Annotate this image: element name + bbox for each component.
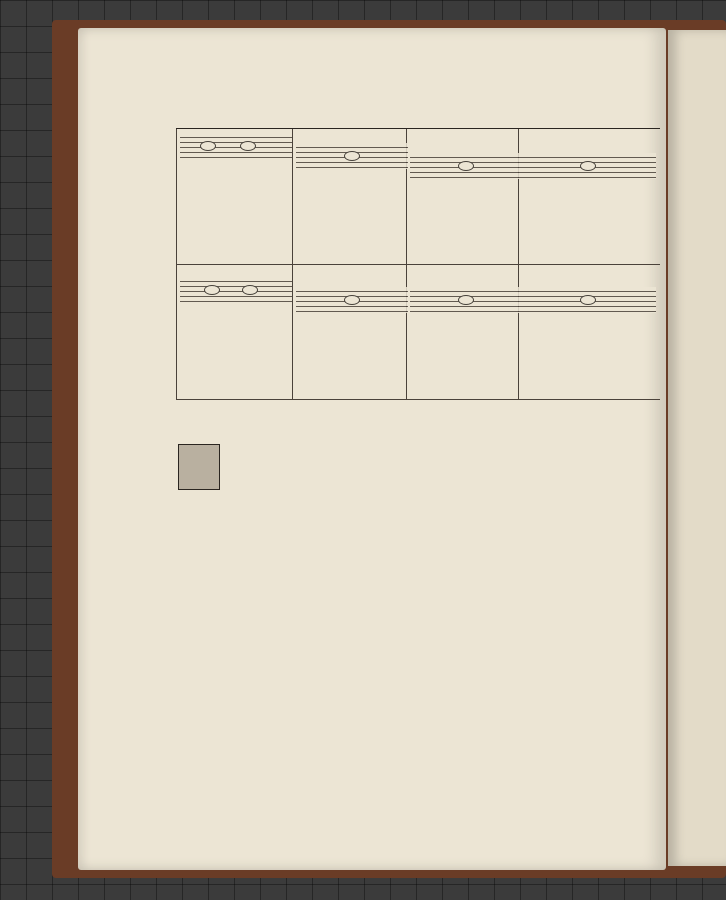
table-cell — [180, 275, 292, 306]
table-cell — [522, 151, 656, 182]
table-cell — [410, 151, 522, 182]
breve-note-icon — [458, 295, 474, 305]
breve-note-icon — [458, 161, 474, 171]
music-staff — [410, 153, 522, 179]
table-col-rule — [292, 129, 293, 399]
decorated-initial — [178, 444, 220, 490]
semibreve-note-icon — [580, 295, 596, 305]
table-cell — [296, 141, 408, 172]
music-staff — [296, 143, 408, 169]
music-staff — [410, 287, 522, 313]
table-cell — [410, 285, 522, 316]
longa-note-icon — [344, 295, 360, 305]
longa-note-icon — [344, 151, 360, 161]
music-staff — [180, 133, 292, 159]
maxima-note-icon — [240, 141, 256, 151]
semibreve-note-icon — [580, 161, 596, 171]
table-col-rule — [176, 129, 177, 399]
music-staff — [522, 153, 656, 179]
music-staff — [522, 287, 656, 313]
facing-page-edge — [668, 30, 726, 866]
table-cell — [180, 131, 292, 162]
maxima-note-icon — [204, 285, 220, 295]
maxima-note-icon — [200, 141, 216, 151]
table-bottom-rule — [176, 399, 660, 400]
table-cell — [522, 285, 656, 316]
music-staff — [296, 287, 408, 313]
table-cell — [296, 285, 408, 316]
music-staff — [180, 277, 292, 303]
table-row-divider — [176, 264, 660, 265]
note-value-table — [176, 128, 660, 401]
maxima-note-icon — [242, 285, 258, 295]
